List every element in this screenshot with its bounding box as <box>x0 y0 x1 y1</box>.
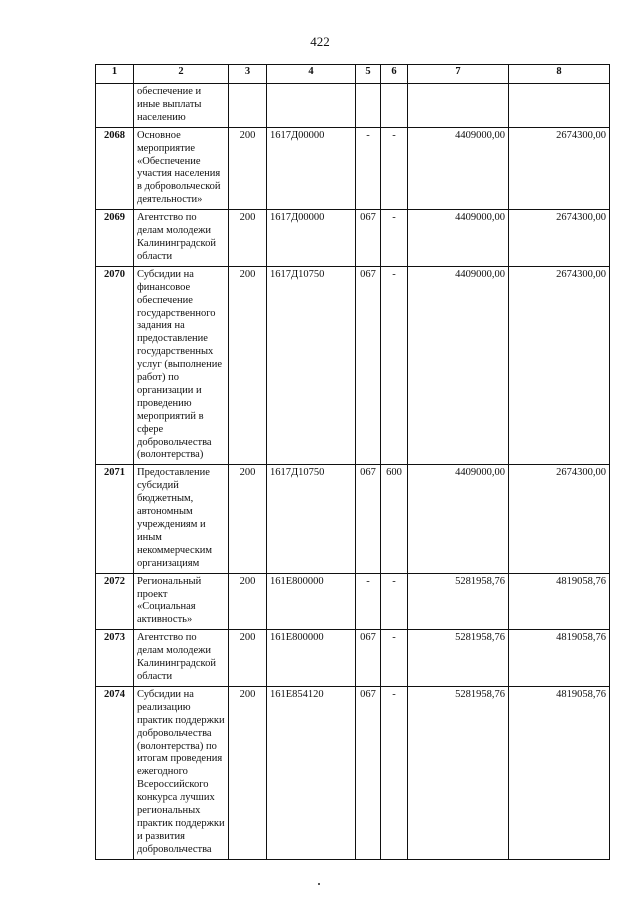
table-row <box>96 210 610 267</box>
row-code: 200 <box>229 573 267 630</box>
column-header: 2 <box>134 65 229 84</box>
row-amount-1: 4409000,00 <box>408 266 509 465</box>
page-number: 422 <box>310 34 330 49</box>
row-target-article: 161E854120 <box>267 686 356 859</box>
column-header: 8 <box>509 65 610 84</box>
row-ministry-code: - <box>356 127 381 209</box>
row-code: 200 <box>229 127 267 209</box>
row-code: 200 <box>229 630 267 687</box>
row-expense-type: - <box>381 266 408 465</box>
column-header: 3 <box>229 65 267 84</box>
row-number: 2074 <box>96 686 134 859</box>
row-expense-type: - <box>381 686 408 859</box>
row-name: Субсидии на финансовое обеспечение государственного задания на предоставление государственных услуг (выполнение работ) по организации и проведению мероприятий в сфере добровольчества (волонтерства) <box>134 266 229 465</box>
row-target-article: 161E800000 <box>267 630 356 687</box>
row-expense-type: - <box>381 573 408 630</box>
row-amount-1: 4409000,00 <box>408 210 509 267</box>
row-target-article: 1617Д10750 <box>267 465 356 573</box>
row-amount-2: 4819058,76 <box>509 573 610 630</box>
table-row <box>96 127 610 209</box>
column-header: 7 <box>408 65 509 84</box>
row-ministry-code: 067 <box>356 210 381 267</box>
row-number: 2069 <box>96 210 134 267</box>
row-target-article: 1617Д10750 <box>267 266 356 465</box>
row-amount-2: 2674300,00 <box>509 127 610 209</box>
row-name: Региональный проект «Социальная активность» <box>134 573 229 630</box>
row-ministry-code <box>356 84 381 128</box>
row-amount-2: 4819058,76 <box>509 630 610 687</box>
row-amount-1: 5281958,76 <box>408 573 509 630</box>
row-target-article <box>267 84 356 128</box>
row-number: 2072 <box>96 573 134 630</box>
row-name: Основное мероприятие «Обеспечение участия населения в добровольческой деятельности» <box>134 127 229 209</box>
scan-dot <box>318 883 320 885</box>
row-expense-type: 600 <box>381 465 408 573</box>
row-number <box>96 84 134 128</box>
column-header: 6 <box>381 65 408 84</box>
header-row <box>96 65 610 84</box>
table-row <box>96 686 610 859</box>
row-target-article: 1617Д00000 <box>267 127 356 209</box>
row-number: 2068 <box>96 127 134 209</box>
row-code: 200 <box>229 465 267 573</box>
row-amount-1: 4409000,00 <box>408 465 509 573</box>
row-amount-1 <box>408 84 509 128</box>
row-name: Субсидии на реализацию практик поддержки добровольчества (волонтерства) по итогам проведения ежегодного Всероссийского конкурса лучших региональных практик поддержки и развития добровольчества <box>134 686 229 859</box>
budget-table <box>95 64 610 860</box>
row-ministry-code: 067 <box>356 630 381 687</box>
row-amount-2: 4819058,76 <box>509 686 610 859</box>
row-ministry-code: - <box>356 573 381 630</box>
row-code: 200 <box>229 266 267 465</box>
row-name: Агентство по делам молодежи Калининградской области <box>134 630 229 687</box>
row-code: 200 <box>229 210 267 267</box>
row-amount-1: 4409000,00 <box>408 127 509 209</box>
table-row <box>96 630 610 687</box>
row-expense-type <box>381 84 408 128</box>
row-number: 2070 <box>96 266 134 465</box>
row-amount-2: 2674300,00 <box>509 266 610 465</box>
row-ministry-code: 067 <box>356 686 381 859</box>
row-name: Предоставление субсидий бюджетным, автономным учреждениям и иным некоммерческим организациям <box>134 465 229 573</box>
row-number: 2073 <box>96 630 134 687</box>
row-code: 200 <box>229 686 267 859</box>
row-amount-1: 5281958,76 <box>408 686 509 859</box>
row-ministry-code: 067 <box>356 266 381 465</box>
table-row <box>96 465 610 573</box>
row-expense-type: - <box>381 630 408 687</box>
row-expense-type: - <box>381 210 408 267</box>
row-target-article: 1617Д00000 <box>267 210 356 267</box>
row-ministry-code: 067 <box>356 465 381 573</box>
row-name: Агентство по делам молодежи Калининградской области <box>134 210 229 267</box>
row-amount-2: 2674300,00 <box>509 210 610 267</box>
column-header: 1 <box>96 65 134 84</box>
table-row <box>96 573 610 630</box>
row-amount-2 <box>509 84 610 128</box>
row-name: обеспечение и иные выплаты населению <box>134 84 229 128</box>
table-row <box>96 266 610 465</box>
row-code <box>229 84 267 128</box>
column-header: 4 <box>267 65 356 84</box>
row-number: 2071 <box>96 465 134 573</box>
table-row <box>96 84 610 128</box>
row-amount-2: 2674300,00 <box>509 465 610 573</box>
row-expense-type: - <box>381 127 408 209</box>
row-amount-1: 5281958,76 <box>408 630 509 687</box>
row-target-article: 161E800000 <box>267 573 356 630</box>
column-header: 5 <box>356 65 381 84</box>
